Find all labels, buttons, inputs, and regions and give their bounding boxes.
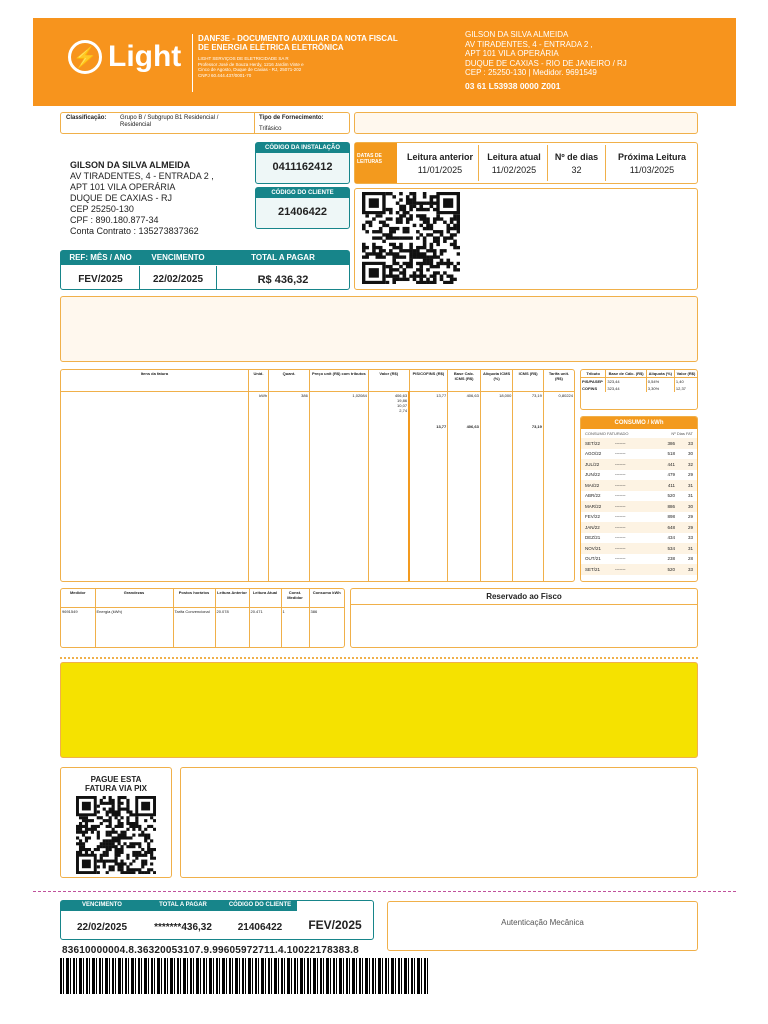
header-client-addr1: AV TIRADENTES, 4 - ENTRADA 2 ,: [465, 39, 593, 49]
curr-reading-label: Leitura atual: [487, 152, 541, 162]
next-reading-value: 11/03/2025: [629, 165, 675, 175]
col-base: Base Calc. ICMS (R$): [448, 370, 481, 391]
header-client-code: 03 61 L53938 0000 Z001: [465, 80, 561, 91]
stub-due-label: VENCIMENTO: [82, 902, 122, 908]
prev-reading-value: 11/01/2025: [417, 165, 463, 175]
fisco-title: Reservado ao Fisco: [351, 589, 697, 605]
cell-icms: 73,19 73,19: [513, 391, 544, 581]
next-reading: [608, 152, 696, 175]
curr-reading-value: 11/02/2025: [491, 165, 537, 175]
consumption-col2: Nº Dias FAT: [671, 431, 693, 436]
table-row: NOV/21 ------- 534 31: [581, 543, 697, 554]
table-row: JUN/22 ------- 479 29: [585, 472, 693, 478]
ref-value: FEV/2025: [78, 274, 123, 285]
auth-label: Autenticação Mecânica: [501, 918, 584, 927]
table-row: SET/22 ------- 386 33: [581, 438, 697, 449]
col-aliq: Alíquota ICMS (%): [480, 370, 513, 391]
installation-code-label: CÓDIGO DA INSTALAÇÃO: [256, 143, 349, 153]
days-value: 32: [571, 165, 582, 175]
readings-divider-1: [478, 145, 479, 181]
header-divider: [192, 34, 193, 92]
doc-title: DANF3E - DOCUMENTO AUXILIAR DA NOTA FISCAL DE ENERGIA ELÉTRICA ELETRÔNICA: [198, 34, 398, 52]
table-row: COFINS 323,44 3,30% 12,37: [581, 385, 697, 392]
barcode: [60, 958, 428, 994]
dotted-separator: [60, 657, 698, 659]
consumption-history: [580, 416, 698, 582]
classification-value: Grupo B / Subgrupo B1 Residencial / Residencial: [120, 115, 219, 128]
cell-unit-price: 1,02084: [309, 391, 368, 581]
supply-label: Tipo de Fornecimento:: [259, 115, 324, 121]
customer-name: GILSON DA SILVA ALMEIDA: [70, 160, 191, 170]
consumption-rows: [581, 438, 697, 575]
consumption-title: CONSUMO / kWh: [581, 417, 697, 429]
prev-reading: [402, 152, 478, 175]
installation-code-value: 0411162412: [272, 161, 333, 173]
meter-table: Medidor Grandezas Postos horários Leitura Anterior Leitura Atual Const. Medidor Consumo kWh 9691549 Energia (kWh) Tarifa Convencional 20.078 20.471 1 386: [60, 588, 345, 648]
cell-aliq: 18,000: [480, 391, 513, 581]
tax-table: Tributo Base de Cálc. (R$) Alíquota (%) Valor (R$) PIS/PASEP 323,44 0,54% 1,40 COFINS 323,44 3,30% 12,37: [580, 369, 698, 410]
barcode-digits: 83610000004.8.36320053107.9.99605972711.4.10022178383.8: [62, 945, 359, 956]
col-pis: PIS/COFINS (R$): [409, 370, 448, 391]
col-icms: ICMS (R$): [513, 370, 544, 391]
top-right-box: [354, 112, 698, 134]
col-unit-price: Preço unit (R$) com tributos: [309, 370, 368, 391]
table-row: MAR/22 ------- 886 30: [581, 501, 697, 512]
consumption-col1: CONSUMO FATURADO: [585, 431, 629, 436]
due-label: VENCIMENTO: [151, 253, 205, 262]
table-row: PIS/PASEP 323,44 0,54% 1,40: [581, 378, 697, 386]
cell-tarifa: 0,80224: [543, 391, 574, 581]
emitter-info: LIGHT SERVIÇOS DE ELETRICIDADE SA R Professor José de Souza Herdy, 1216 Jardim Vinte e Cinco de Agosto, Duque de Caxias - RJ, 25071-202 CNPJ 60.444.437/0001-70: [198, 56, 304, 78]
light-logo: [68, 40, 181, 74]
stub-ref-value: FEV/2025: [308, 918, 362, 932]
col-unit: Unid.: [248, 370, 268, 391]
address-line1: AV TIRADENTES, 4 - ENTRADA 2 ,: [70, 171, 214, 181]
client-code-label: CÓDIGO DO CLIENTE: [256, 188, 349, 198]
cpf: CPF : 890.180.877-34: [70, 215, 159, 225]
table-row: ABR/22 ------- 520 31: [585, 493, 693, 499]
logo-text: Light: [108, 40, 182, 73]
cell-qty: 386: [269, 391, 310, 581]
table-row: AGO/22 ------- 518 30: [585, 451, 693, 457]
customer-address: [70, 160, 214, 237]
header-client-addr3: DUQUE DE CAXIAS - RIO DE JANEIRO / RJ: [465, 58, 627, 68]
address-line3: DUQUE DE CAXIAS - RJ: [70, 193, 173, 203]
days-count: [549, 152, 604, 175]
cell-value: 406,63 19,86 10,07 2,74: [368, 391, 409, 581]
pix-qr-code-icon: [76, 796, 156, 874]
prev-reading-label: Leitura anterior: [406, 152, 473, 162]
readings-side-label: DATAS DE LEITURAS: [355, 143, 397, 183]
lightning-icon: ⚡: [68, 40, 102, 74]
total-label: TOTAL A PAGAR: [251, 253, 315, 262]
header-client-addr4: CEP : 25250-130 | Medidor. 9691549: [465, 68, 597, 77]
header-client-name: GILSON DA SILVA ALMEIDA: [465, 30, 569, 39]
address-line2: APT 101 VILA OPERÁRIA: [70, 182, 176, 192]
table-row: [61, 391, 574, 581]
pix-info-box: [180, 767, 698, 878]
table-row: 9691549 Energia (kWh) Tarifa Convencional 20.078 20.471 1 386: [61, 607, 344, 647]
curr-reading: [481, 152, 547, 175]
installation-code-box: [255, 142, 350, 184]
stub-total-value: *******436,32: [154, 922, 212, 933]
header-client-block: [465, 30, 725, 91]
readings-divider-3: [605, 145, 606, 181]
ref-label: REF: MÊS / ANO: [69, 253, 132, 262]
classification-label: Classificação:: [66, 115, 107, 121]
col-items: Itens da fatura: [61, 370, 248, 391]
client-code-value: 21406422: [278, 206, 327, 218]
qr-code-icon: [362, 192, 460, 284]
highlight-box: [60, 662, 698, 758]
supply-value: Trifásico: [259, 126, 282, 132]
cell-base: 406,63 406,63: [448, 391, 481, 581]
address-line4: CEP 25250-130: [70, 204, 134, 214]
contract-account: Conta Contrato : 135273837362: [70, 226, 199, 236]
classification-divider: [254, 112, 255, 134]
stub-client-value: 21406422: [237, 922, 283, 933]
col-qty: Quant.: [269, 370, 310, 391]
cut-line: [33, 891, 736, 892]
items-table: [60, 369, 575, 582]
client-code-box: [255, 187, 350, 229]
next-reading-label: Próxima Leitura: [617, 152, 687, 162]
header-client-addr2: APT 101 VILA OPERÁRIA: [465, 49, 559, 58]
table-row: DEZ/21 ------- 434 33: [585, 535, 693, 541]
due-value: 22/02/2025: [152, 274, 204, 285]
days-label: Nº de dias: [554, 152, 599, 162]
table-row: JUL/22 ------- 441 32: [581, 459, 697, 470]
stub-due-value: 22/02/2025: [76, 922, 128, 933]
cell-unit: kWh: [248, 391, 268, 581]
col-tarifa: Tarifa unit. (R$): [543, 370, 574, 391]
cell-pis: 13,77 13,77: [409, 391, 448, 581]
table-row: OUT/21 ------- 238 28: [585, 556, 693, 562]
readings-divider-2: [547, 145, 548, 181]
pix-label: PAGUE ESTA FATURA VIA PIX: [85, 775, 147, 793]
table-row: FEV/22 ------- 898 29: [585, 514, 693, 520]
table-row: MAI/22 ------- 411 31: [581, 480, 697, 491]
table-row: JAN/22 ------- 648 29: [581, 522, 697, 533]
col-value: Valor (R$): [368, 370, 409, 391]
total-value: R$ 436,32: [257, 274, 309, 286]
stub-total-label: TOTAL A PAGAR: [159, 902, 207, 908]
message-box: [60, 296, 698, 362]
table-row: SET/21 ------- 520 33: [581, 564, 697, 575]
stub-client-label: CÓDIGO DO CLIENTE: [228, 902, 292, 908]
